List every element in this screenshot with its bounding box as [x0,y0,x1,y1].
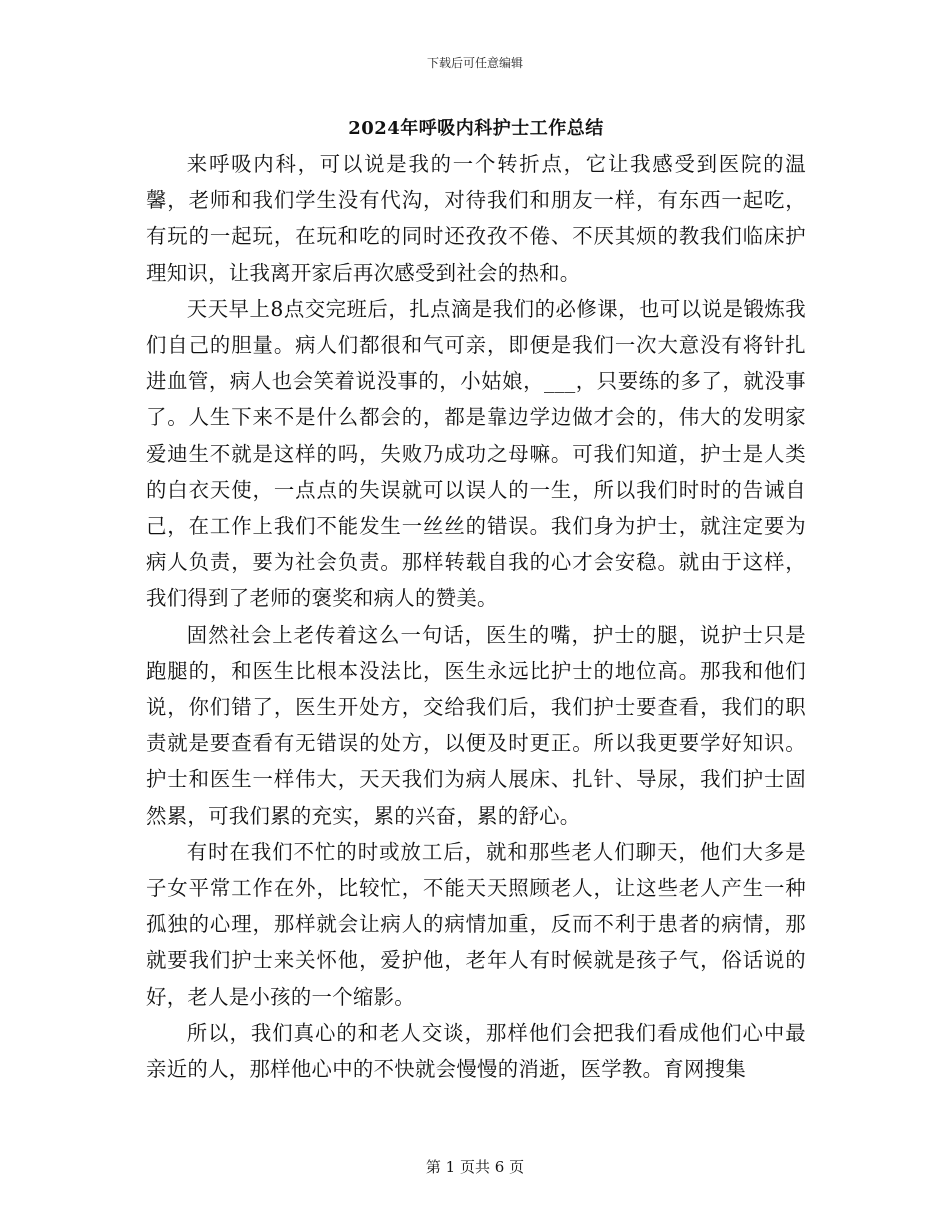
paragraph-4: 有时在我们不忙的时或放工后，就和那些老人们聊天，他们大多是子女平常工作在外，比较忙，不能天天照顾老人，让这些老人产生一种孤独的心理，那样就会让病人的病情加重，反而不利于患者的病情，那就要我们护士来关怀他，爱护他，老年人有时候就是孩子气，俗话说的好，老人是小孩的一个缩影。 [146,839,806,1009]
paragraph-5: 所以，我们真心的和老人交谈，那样他们会把我们看成他们心中最亲近的人，那样他心中的不快就会慢慢的消逝，医学教。育网搜集 [146,1020,806,1082]
document-title: 2024年呼吸内科护士工作总结 [348,118,604,139]
paragraph-1: 来呼吸内科，可以说是我的一个转折点，它让我感受到医院的温馨，老师和我们学生没有代沟，对待我们和朋友一样，有东西一起吃，有玩的一起玩，在玩和吃的同时还孜孜不倦、不厌其烦的教我们临床护理知识，让我离开家后再次感受到社会的热和。 [146,152,806,285]
page-number: 第 1 页共 6 页 [425,1158,525,1176]
paragraph-3: 固然社会上老传着这么一句话，医生的嘴，护士的腿，说护士只是跑腿的，和医生比根本没法比，医生永远比护士的地位高。那我和他们说，你们错了，医生开处方，交给我们后，我们护士要查看，我们的职责就是要查看有无错误的处方，以便及时更正。所以我更要学好知识。护士和医生一样伟大，天天我们为病人展床、扎针、导尿，我们护士固然累，可我们累的充实，累的兴奋，累的舒心。 [146,622,806,828]
document-body [146,112,806,1087]
paragraph-2: 天天早上8点交完班后，扎点滴是我们的必修课，也可以说是锻炼我们自己的胆量。病人们都很和气可亲，即便是我们一次大意没有将针扎进血管，病人也会笑着说没事的，小姑娘，___，只要练的多了，就没事了。人生下来不是什么都会的，都是靠边学边做才会的，伟大的发明家爱迪生不就是这样的吗，失败乃成功之母嘛。可我们知道，护士是人类的白衣天使，一点点的失误就可以误人的一生，所以我们时时的告诫自己，在工作上我们不能发生一丝丝的错误。我们身为护士，就注定要为病人负责，要为社会负责。那样转载自我的心才会安稳。就由于这样，我们得到了老师的褒奖和病人的赞美。 [146,296,806,611]
page-header: 下载后可任意编辑 [426,56,523,70]
